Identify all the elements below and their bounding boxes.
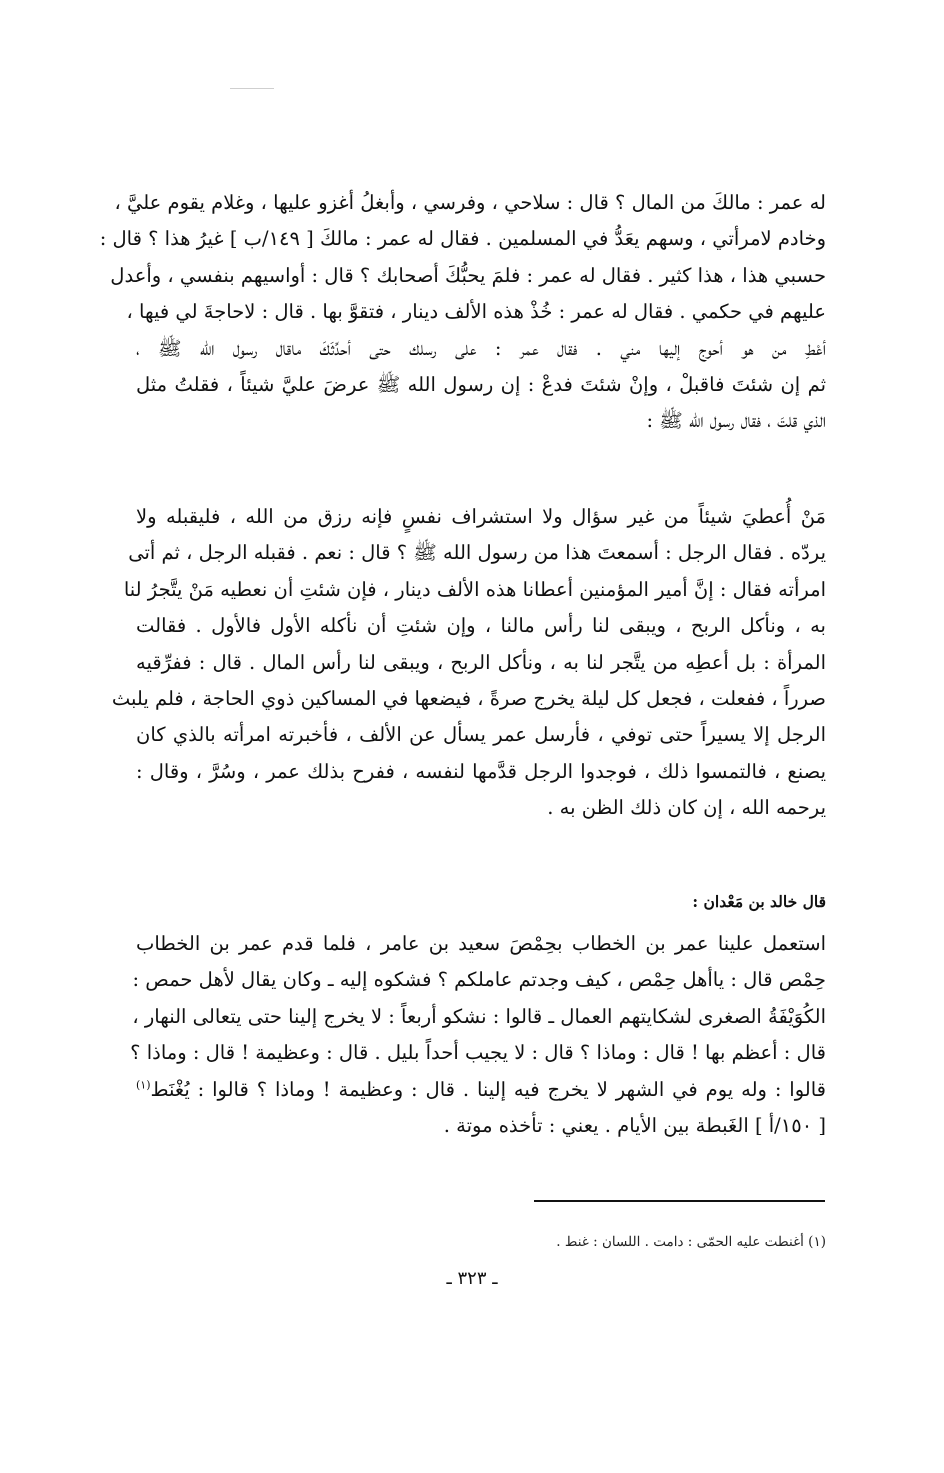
top-mark [230, 88, 274, 89]
text-line: أعْطِ من هو أحوج إليها مني . فقال عمر : على رسلك حتى أحدِّثَكَ ماقال رسول الله ﷺ ، [136, 336, 826, 360]
text-line: استعمل علينا عمر بن الخطاب بحِمْصَ سعيد بن عامر ، فلما قدم عمر بن الخطاب [136, 932, 826, 955]
text-line: المرأة : بل أعطِه من يتَّجر لنا به ، ونأكل الربح ، ويبقى لنا رأس المال . قال : ففرِّقيه [136, 650, 826, 674]
text-line: به ، ونأكل الربح ، ويبقى لنا رأس مالنا ، وإن شئتِ أن نأكله الأول فالأول . فقالت [136, 614, 826, 638]
text-line: يصنع ، فالتمسوا ذلك ، فوجدوا الرجل قدَّمها لنفسه ، ففرح بذلك عمر ، وسُرَّ ، وقال : [136, 759, 826, 783]
footnote-reference: (١) [136, 1078, 151, 1092]
text-line: حِمْص قال : ياأهل حِمْص ، كيف وجدتم عاملكم ؟ فشكوه إليه ـ وكان يقال لأهل حمص : [132, 968, 826, 992]
text-line: ثم إن شئتَ فاقبلْ ، وإنْ شئتَ فدعْ : إن رسول الله ﷺ عرضَ عليَّ شيئاً ، فقلتُ مثل [136, 373, 826, 397]
section-heading: قال خالد بن مَعْدان : [692, 892, 826, 911]
text-line: يردّه . فقال الرجل : أسمعتَ هذا من رسول الله ﷺ ؟ قال : نعم . فقبله الرجل ، ثم أتى [128, 541, 826, 565]
paragraph-1 [99, 185, 826, 440]
paragraph-3 [130, 926, 826, 1144]
text-line: وخادم لامرأتي ، وسهم يعَدُّ في المسلمين . فقال له عمر : مالكَ [ ١٤٩/ب ] غيرُ هذا ؟ قال : [99, 227, 826, 251]
text-line: صرراً ، ففعلت ، فجعل كل ليلة يخرج صرةً ، فيضعها في المساكين ذوي الحاجة ، فلم يلبث [111, 687, 826, 711]
text-line: له عمر : مالكَ من المال ؟ قال : سلاحي ، وفرسي ، وأبغلُ أغزو عليها ، وغلام يقوم عليَّ ، [114, 191, 826, 214]
page-number: ـ ٣٢٣ ـ [446, 1268, 498, 1289]
text-line: حسبي هذا ، هذا كثير . فقال له عمر : فلمَ يحبُّكَ أصحابك ؟ قال : أواسيهم بنفسي ، وأعدل [110, 263, 826, 287]
text-line: الرجل إلا يسيراً حتى توفي ، فأرسل عمر يسأل عن الألف ، فأخبرته امرأته بالذي كان [136, 723, 826, 747]
text-line: قال : أعظم بها ! قال : وماذا ؟ قال : لا يجيب أحداً بليل . قال : وعظيمة ! قال : وماذا ؟ [130, 1041, 826, 1065]
text-line: [ ١٥٠/أ ] الغَبطة بين الأيام . يعني : تأخذه موتة . [443, 1114, 826, 1138]
footnote: (١) أغنطت عليه الحمّى : دامت . اللسان : غنط . [556, 1234, 826, 1250]
text-line: امرأته فقال : إنَّ أمير المؤمنين أعطانا هذه الألف دينار ، فإن شئتِ أن نعطيه مَنْ يتَّجرُ لنا [123, 577, 826, 601]
paragraph-2 [111, 499, 826, 827]
text-line: الكُوَيْفَةُ الصغرى لشكايتهم العمال ـ قالوا : نشكو أربعاً : لا يخرج إلينا حتى يتعالى النهار ، [132, 1004, 826, 1028]
text-line: عليهم في حكمي . فقال له عمر : خُذْ هذه الألف دينار ، فتقوَّ بها . قال : لاحاجةَ لي فيها ، [126, 300, 826, 324]
text-line-content: قالوا : وله يوم في الشهر لا يخرج فيه إلينا . قال : وعظيمة ! وماذا ؟ قالوا : يُغْنَط [150, 1077, 826, 1101]
footnote-separator [534, 1200, 825, 1202]
text-line: مَنْ أُعطيَ شيئاً من غير سؤال ولا استشراف نفسٍ فإنه رزق من الله ، فليقبله ولا [136, 505, 826, 528]
text-line: الذي قلتَ ، فقال رسول الله ﷺ : [646, 409, 826, 433]
text-line: يرحمه الله ، إن كان ذلك الظن به . [547, 796, 826, 820]
text-line [136, 1072, 826, 1108]
